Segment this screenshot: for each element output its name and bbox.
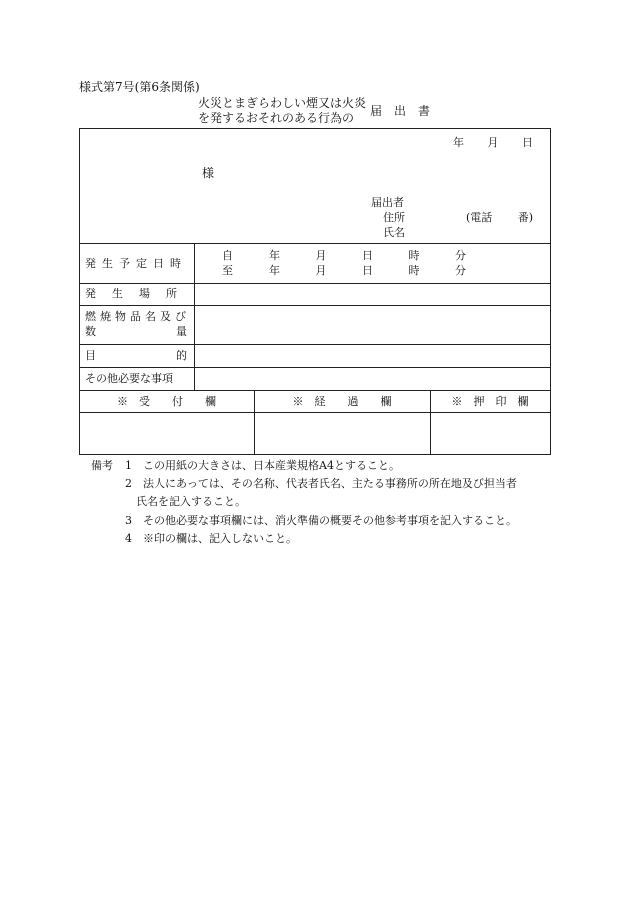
datetime-units-from	[269, 249, 466, 262]
note-1-num: 1	[125, 459, 132, 472]
col-seal: ※ 押 印 欄	[451, 395, 529, 408]
applicant-address-label: 住所	[383, 211, 405, 224]
row-label-datetime: 発生予定日時	[85, 257, 187, 270]
datetime-from: 自	[222, 249, 233, 262]
datetime-to: 至	[222, 264, 233, 277]
date-line	[453, 136, 533, 149]
unit-day: 日	[362, 249, 373, 262]
date-year: 年	[453, 136, 464, 149]
applicant-name-label: 氏名	[383, 226, 405, 239]
phone-field	[466, 211, 533, 224]
title-suffix: 届 出 書	[370, 104, 431, 118]
row-label-location: 発生場所	[85, 287, 193, 300]
date-month: 月	[487, 136, 499, 149]
applicant-label: 届出者	[371, 196, 404, 209]
quantity-a: 数	[85, 325, 96, 338]
note-4-num: 4	[125, 532, 132, 545]
unit-month: 月	[315, 264, 327, 277]
note-2-text: 法人にあっては、その名称、代表者氏名、主たる事務所の所在地及び担当者	[143, 477, 517, 490]
unit-minute: 分	[455, 264, 466, 277]
date-day: 日	[522, 136, 533, 149]
unit-year: 年	[269, 264, 280, 277]
quantity-b: 量	[176, 325, 187, 338]
addressee-suffix: 様	[202, 166, 215, 180]
col-reception: ※ 受 付 欄	[117, 395, 216, 408]
unit-minute: 分	[455, 249, 466, 262]
unit-hour: 時	[408, 249, 420, 262]
note-3-num: 3	[125, 514, 132, 527]
datetime-units-to	[269, 264, 466, 277]
note-3-text: その他必要な事項欄には、消火準備の概要その他参考事項を記入すること。	[143, 514, 517, 527]
note-4-text: ※印の欄は、記入しないこと。	[143, 532, 297, 545]
unit-month: 月	[315, 249, 327, 262]
row-label-materials: 燃焼物品名及び	[85, 310, 190, 323]
row-label-other: その他必要な事項	[85, 372, 173, 385]
note-2-num: 2	[125, 477, 132, 490]
title-line1: 火災とまぎらわしい煙又は火炎	[198, 96, 367, 110]
phone-close: 番)	[517, 211, 533, 224]
unit-day: 日	[362, 264, 373, 277]
col-progress: ※ 経 過 欄	[292, 395, 392, 408]
purpose-a: 目	[85, 349, 96, 362]
row-label-purpose	[85, 349, 187, 362]
unit-hour: 時	[408, 264, 420, 277]
row-label-quantity	[85, 325, 187, 338]
unit-year: 年	[269, 249, 280, 262]
form-number: 様式第7号(第6条関係)	[79, 80, 200, 94]
phone-open: (電話	[466, 211, 493, 224]
note-2-text-cont: 氏名を記入すること。	[136, 495, 246, 508]
purpose-b: 的	[176, 349, 187, 362]
notes-heading: 備考	[91, 459, 113, 472]
title-line2: を発するおそれのある行為の	[198, 111, 355, 125]
note-1-text: この用紙の大きさは、日本産業規格A4とすること。	[143, 459, 400, 472]
